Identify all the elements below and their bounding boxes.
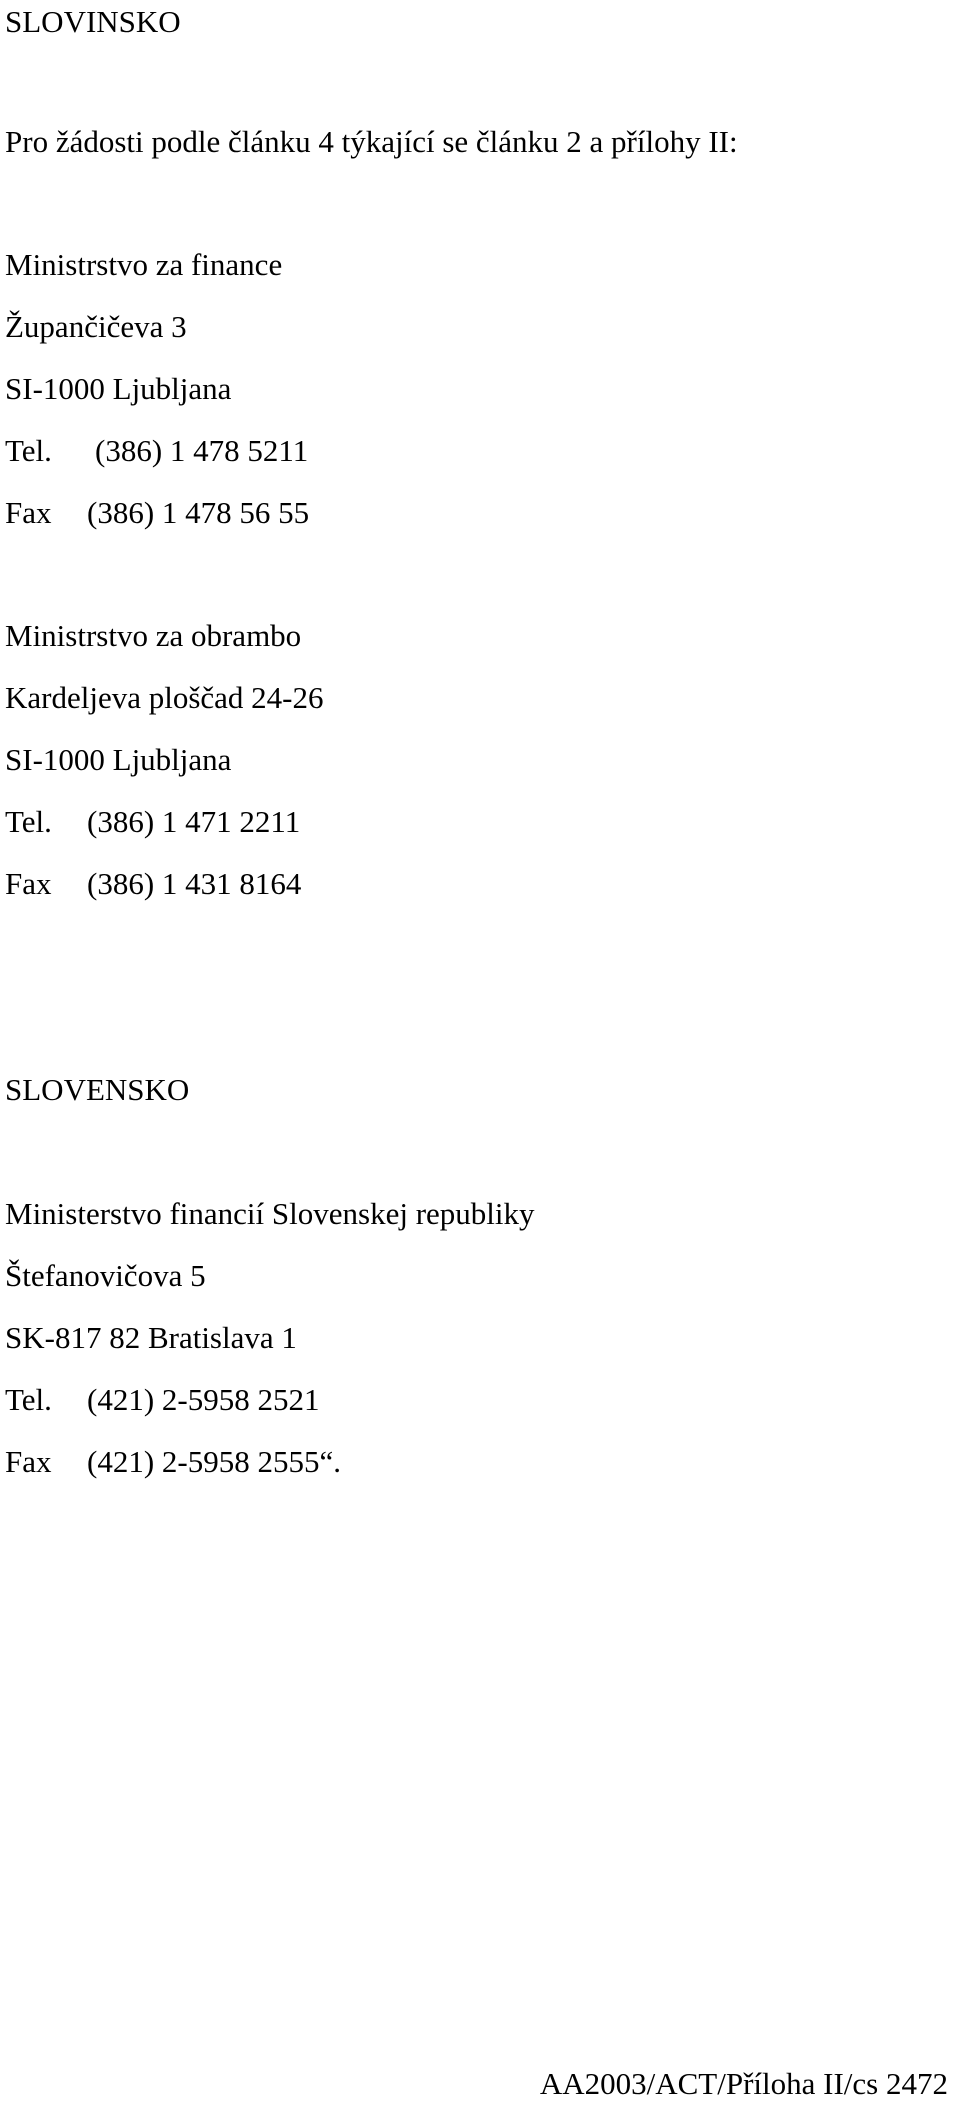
fax-number: (386) 1 478 56 55 bbox=[87, 495, 310, 530]
office-name: Ministrstvo za finance bbox=[5, 247, 283, 282]
tel-label: Tel. bbox=[5, 433, 52, 468]
office-fax-line bbox=[5, 1446, 341, 1477]
office-street: Štefanovičova 5 bbox=[5, 1258, 206, 1293]
tel-label: Tel. bbox=[5, 1382, 52, 1417]
fax-label: Fax bbox=[5, 866, 52, 901]
tel-number: (386) 1 471 2211 bbox=[87, 804, 301, 839]
fax-number: (386) 1 431 8164 bbox=[87, 866, 302, 901]
office-tel-line bbox=[5, 435, 308, 466]
country-heading-slovinsko: SLOVINSKO bbox=[5, 4, 181, 39]
fax-label: Fax bbox=[5, 495, 52, 530]
office-fax-line bbox=[5, 497, 309, 528]
fax-label: Fax bbox=[5, 1444, 52, 1479]
tel-number: (386) 1 478 5211 bbox=[95, 433, 309, 468]
office-name: Ministerstvo financií Slovenskej republiky bbox=[5, 1196, 535, 1231]
office-street: Župančičeva 3 bbox=[5, 309, 187, 344]
fax-number: (421) 2-5958 2555“. bbox=[87, 1444, 341, 1479]
office-city: SK-817 82 Bratislava 1 bbox=[5, 1320, 297, 1355]
office-city: SI-1000 Ljubljana bbox=[5, 371, 232, 406]
country-heading-slovensko: SLOVENSKO bbox=[5, 1072, 190, 1107]
office-street: Kardeljeva ploščad 24-26 bbox=[5, 680, 324, 715]
office-tel-line bbox=[5, 1384, 319, 1415]
document-reference-footer: AA2003/ACT/Příloha II/cs 2472 bbox=[539, 2066, 948, 2101]
office-city: SI-1000 Ljubljana bbox=[5, 742, 232, 777]
office-name: Ministrstvo za obrambo bbox=[5, 618, 302, 653]
intro-paragraph: Pro žádosti podle článku 4 týkající se článku 2 a přílohy II: bbox=[5, 124, 738, 159]
tel-label: Tel. bbox=[5, 804, 52, 839]
office-tel-line bbox=[5, 806, 300, 837]
office-fax-line bbox=[5, 868, 301, 899]
tel-number: (421) 2-5958 2521 bbox=[87, 1382, 320, 1417]
